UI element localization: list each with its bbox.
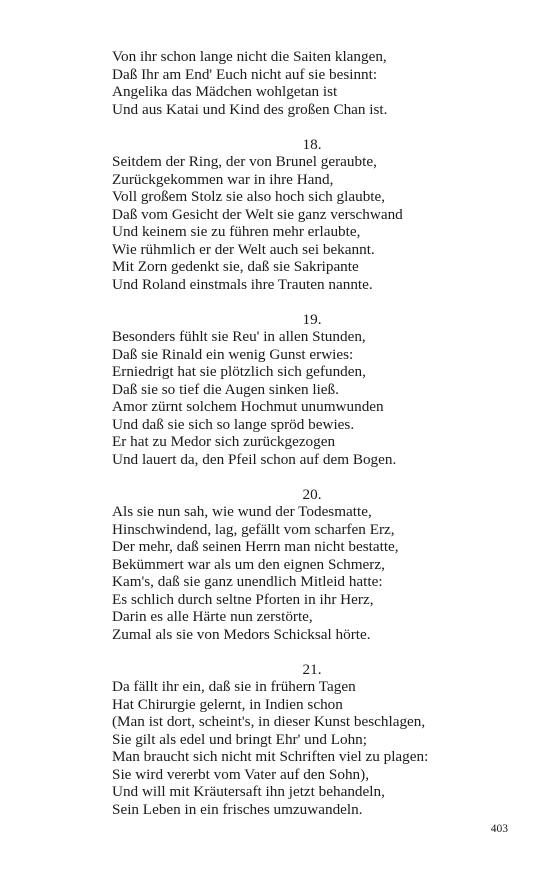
stanza-19	[112, 311, 532, 469]
stanza-number: 21.	[302, 660, 322, 678]
verse-line: Daß sie Rinald ein wenig Gunst erwies:	[112, 345, 354, 363]
verse-line: Und will mit Kräutersaft ihn jetzt behandeln,	[112, 783, 385, 800]
verse-line: Und keinem sie zu führen mehr erlaubte,	[112, 223, 361, 240]
stanza-number: 19.	[302, 310, 322, 328]
verse-line: Voll großem Stolz sie also hoch sich glaubte,	[112, 188, 386, 205]
stanza-20	[112, 486, 532, 644]
verse-line: Da fällt ihr ein, daß sie in frühern Tagen	[112, 678, 356, 695]
verse-line: Hat Chirurgie gelernt, in Indien schon	[112, 695, 343, 713]
verse-line: Erniedrigt hat sie plötzlich sich gefunden,	[112, 363, 366, 380]
verse-line: Von ihr schon lange nicht die Saiten klangen,	[112, 48, 387, 65]
verse-line: Und daß sie sich so lange spröd bewies.	[112, 415, 355, 433]
verse-line: Als sie nun sah, wie wund der Todesmatte,	[112, 503, 372, 520]
intro-verse	[112, 48, 532, 118]
stanza-21	[112, 661, 532, 819]
verse-line: Wie rühmlich er der Welt auch sei bekannt.	[112, 240, 375, 258]
verse-line: Daß vom Gesicht der Welt sie ganz verschwand	[112, 205, 403, 223]
stanza-spacer	[112, 118, 532, 136]
verse-line: Besonders fühlt sie Reu' in allen Stunden,	[112, 328, 366, 345]
poem-text	[112, 48, 532, 818]
verse-line: Der mehr, daß seinen Herrn man nicht bestatte,	[112, 538, 399, 555]
verse-line: Sein Leben in ein frisches umzuwandeln.	[112, 800, 363, 818]
verse-line: Sie wird vererbt vom Vater auf den Sohn),	[112, 765, 369, 783]
verse-line: Seitdem der Ring, der von Brunel geraubte,	[112, 153, 377, 170]
verse-line: Und aus Katai und Kind des großen Chan ist.	[112, 100, 388, 118]
stanza-18	[112, 136, 532, 294]
verse-line: Hinschwindend, lag, gefällt vom scharfen Erz,	[112, 520, 395, 538]
verse-line: Man braucht sich nicht mit Schriften viel zu plagen:	[112, 748, 429, 765]
verse-line: Angelika das Mädchen wohlgetan ist	[112, 83, 338, 100]
verse-line: Und lauert da, den Pfeil schon auf dem Bogen.	[112, 450, 397, 468]
verse-line: Zumal als sie von Medors Schicksal hörte.	[112, 625, 371, 643]
verse-line: Daß sie so tief die Augen sinken ließ.	[112, 380, 339, 398]
verse-line: Amor zürnt solchem Hochmut unumwunden	[112, 398, 384, 415]
verse-line: (Man ist dort, scheint's, in dieser Kunst beschlagen,	[112, 713, 426, 730]
verse-line: Sie gilt als edel und bringt Ehr' und Lohn;	[112, 730, 367, 748]
stanza-spacer	[112, 643, 532, 661]
verse-line: Darin es alle Härte nun zerstörte,	[112, 608, 313, 625]
stanza-spacer	[112, 468, 532, 486]
verse-line: Daß Ihr am End' Euch nicht auf sie besinnt:	[112, 65, 378, 83]
verse-line: Bekümmert war als um den eignen Schmerz,	[112, 555, 385, 573]
stanza-number: 18.	[302, 135, 322, 153]
verse-line: Kam's, daß sie ganz unendlich Mitleid hatte:	[112, 573, 383, 590]
stanza-number: 20.	[302, 485, 322, 503]
verse-line: Und Roland einstmals ihre Trauten nannte.	[112, 275, 373, 293]
verse-line: Mit Zorn gedenkt sie, daß sie Sakripante	[112, 258, 359, 275]
verse-line: Er hat zu Medor sich zurückgezogen	[112, 433, 336, 450]
verse-line: Zurückgekommen war in ihre Hand,	[112, 170, 334, 188]
stanza-spacer	[112, 293, 532, 311]
verse-line: Es schlich durch seltne Pforten in ihr Herz,	[112, 590, 374, 608]
page-number: 403	[490, 823, 508, 835]
